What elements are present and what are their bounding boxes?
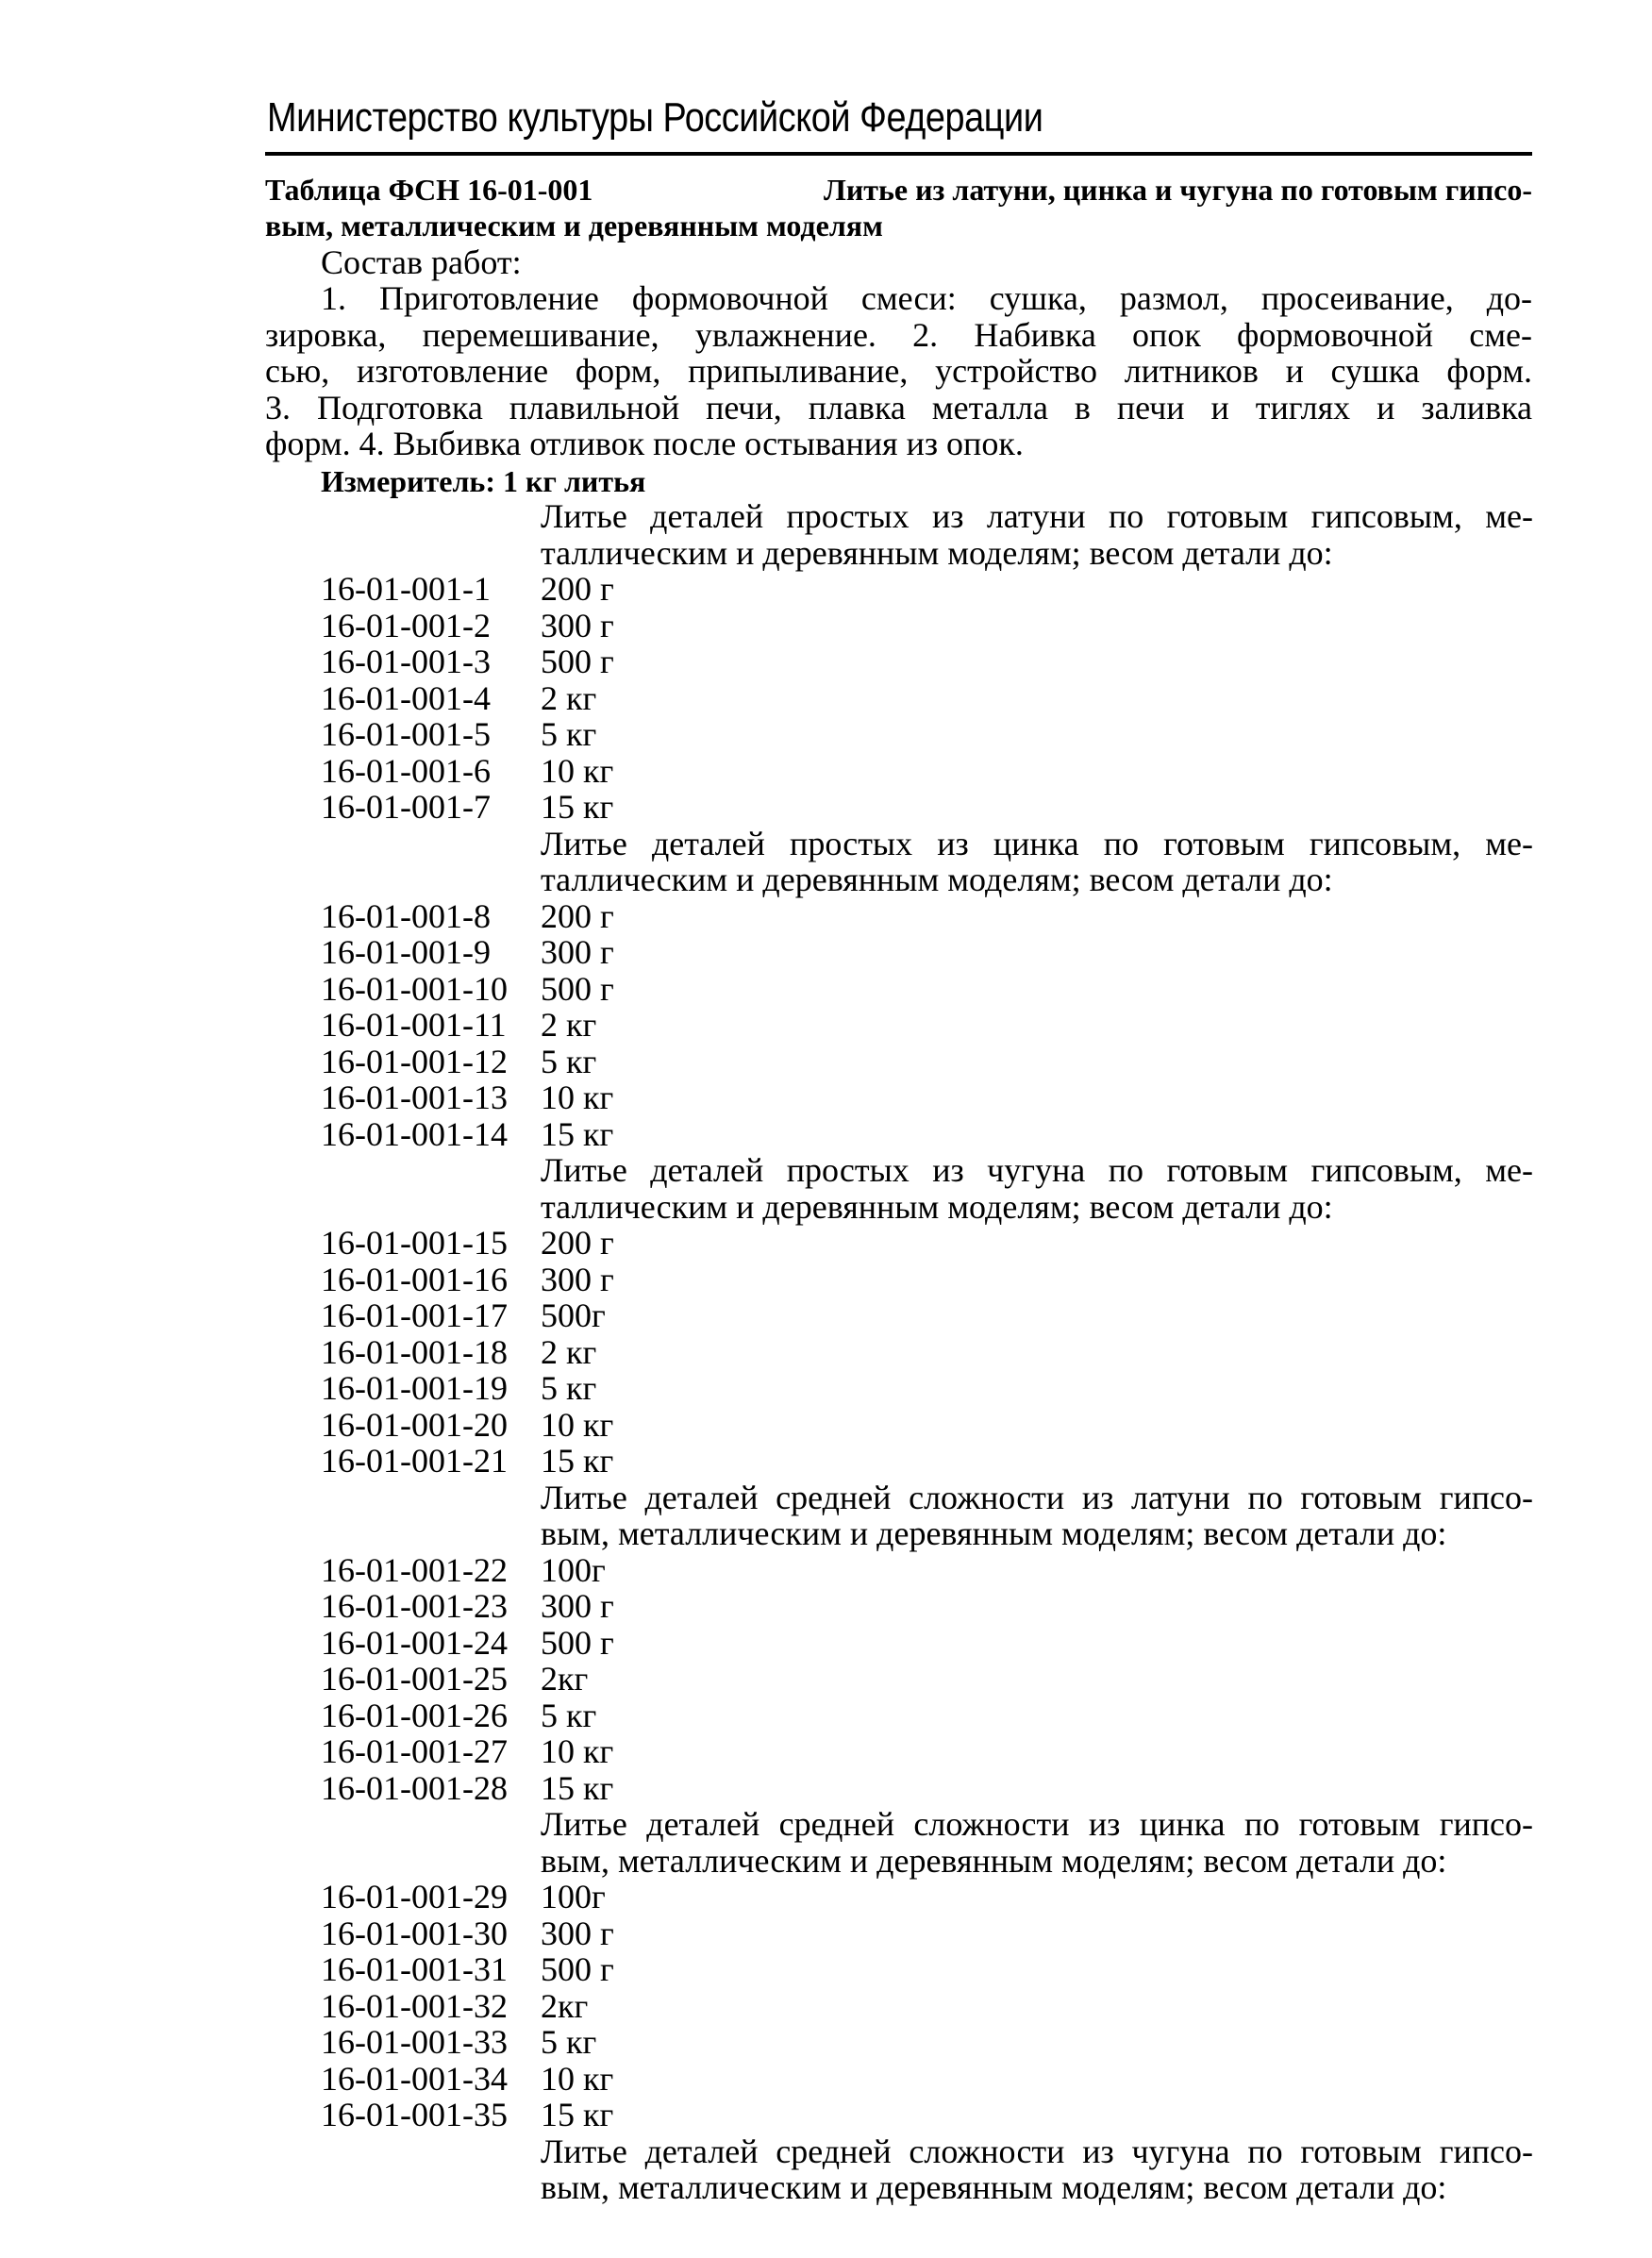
group-heading <box>541 826 1533 898</box>
group-heading <box>541 1480 1533 1552</box>
norm-weight: 300 г <box>541 933 614 971</box>
group-heading <box>541 498 1533 571</box>
norm-code: 16-01-001-10 <box>321 969 508 1008</box>
norm-weight: 300 г <box>541 1914 614 1952</box>
norm-row <box>0 971 1652 1008</box>
norm-code: 16-01-001-24 <box>321 1623 508 1662</box>
composition-text <box>265 280 1532 462</box>
norm-weight: 15 кг <box>541 788 614 826</box>
table-title-line-1: Литье из латуни, цинка и чугуна по готовым гипсо- <box>823 173 1532 207</box>
norm-row <box>0 644 1652 680</box>
norm-code: 16-01-001-9 <box>321 933 491 971</box>
norm-weight: 5 кг <box>541 1369 597 1407</box>
norm-weight: 200 г <box>541 896 614 935</box>
norm-row <box>0 1007 1652 1044</box>
norm-row <box>0 1443 1652 1480</box>
norm-code: 16-01-001-20 <box>321 1405 508 1444</box>
norm-weight: 200 г <box>541 570 614 608</box>
norm-row <box>0 753 1652 790</box>
norm-row <box>0 1733 1652 1770</box>
ministry-header: Министерство культуры Российской Федерации <box>267 94 1043 141</box>
norm-code: 16-01-001-22 <box>321 1550 508 1589</box>
norm-row <box>0 680 1652 717</box>
norm-weight: 10 кг <box>541 2059 614 2098</box>
norm-row <box>0 1770 1652 1807</box>
norm-code: 16-01-001-13 <box>321 1079 508 1116</box>
norm-weight: 300 г <box>541 606 614 644</box>
table-title <box>265 172 1532 243</box>
norm-weight: 15 кг <box>541 2096 614 2133</box>
norm-row <box>0 1044 1652 1080</box>
norm-weight: 300 г <box>541 1260 614 1298</box>
group-heading-line: вым, металлическим и деревянным моделям; весом детали до: <box>541 1514 1447 1552</box>
norm-weight: 10 кг <box>541 1405 614 1444</box>
norm-code: 16-01-001-35 <box>321 2096 508 2133</box>
norm-weight: 15 кг <box>541 1768 614 1807</box>
norm-weight: 5 кг <box>541 2023 597 2061</box>
norm-row <box>0 1988 1652 2025</box>
norm-weight: 10 кг <box>541 751 614 790</box>
norm-code: 16-01-001-6 <box>321 751 491 790</box>
group-heading-line: Литье деталей простых из чугуна по готовым гипсовым, ме- <box>541 1151 1533 1189</box>
norm-code: 16-01-001-14 <box>321 1114 508 1153</box>
norm-code: 16-01-001-18 <box>321 1332 508 1371</box>
norm-row <box>0 1625 1652 1662</box>
group-heading <box>541 1806 1533 1879</box>
norms-list <box>0 498 1652 2206</box>
norm-weight: 500 г <box>541 1623 614 1662</box>
header-divider <box>265 152 1532 156</box>
norm-row <box>0 1370 1652 1407</box>
norm-code: 16-01-001-3 <box>321 643 491 680</box>
norm-row <box>0 571 1652 608</box>
norm-weight: 500 г <box>541 969 614 1008</box>
norm-code: 16-01-001-4 <box>321 678 491 717</box>
norm-weight: 300 г <box>541 1587 614 1625</box>
norm-code: 16-01-001-17 <box>321 1296 508 1334</box>
norm-weight: 500 г <box>541 1950 614 1988</box>
norm-row <box>0 2097 1652 2133</box>
norm-weight: 2 кг <box>541 678 597 717</box>
norm-row <box>0 898 1652 935</box>
norm-row <box>0 608 1652 644</box>
norm-code: 16-01-001-27 <box>321 1732 508 1770</box>
norm-code: 16-01-001-8 <box>321 896 491 935</box>
norm-weight: 2 кг <box>541 1332 597 1371</box>
norm-code: 16-01-001-33 <box>321 2023 508 2061</box>
norm-code: 16-01-001-32 <box>321 1986 508 2025</box>
norm-code: 16-01-001-12 <box>321 1042 508 1080</box>
norm-weight: 10 кг <box>541 1079 614 1116</box>
group-heading-line: Литье деталей простых из латуни по готовым гипсовым, ме- <box>541 497 1533 535</box>
norm-code: 16-01-001-21 <box>321 1442 508 1480</box>
norm-weight: 100г <box>541 1878 606 1915</box>
norm-code: 16-01-001-7 <box>321 788 491 826</box>
group-heading <box>541 2133 1533 2206</box>
norm-code: 16-01-001-31 <box>321 1950 508 1988</box>
norm-code: 16-01-001-30 <box>321 1914 508 1952</box>
composition-line: 3. Подготовка плавильной печи, плавка металла в печи и тиглях и заливка <box>265 388 1532 427</box>
norm-weight: 15 кг <box>541 1442 614 1480</box>
group-heading-line: Литье деталей средней сложности из латуни по готовым гипсо- <box>541 1478 1533 1516</box>
norm-row <box>0 1588 1652 1625</box>
norm-row <box>0 1915 1652 1952</box>
norm-code: 16-01-001-2 <box>321 606 491 644</box>
norm-code: 16-01-001-25 <box>321 1660 508 1698</box>
norm-row <box>0 2061 1652 2098</box>
norm-weight: 100г <box>541 1550 606 1589</box>
norm-weight: 5 кг <box>541 1042 597 1080</box>
norm-weight: 2кг <box>541 1986 589 2025</box>
norm-code: 16-01-001-26 <box>321 1696 508 1734</box>
norm-row <box>0 934 1652 971</box>
norm-code: 16-01-001-11 <box>321 1006 507 1044</box>
group-heading-line: Литье деталей средней сложности из чугуна по готовым гипсо- <box>541 2132 1533 2170</box>
group-heading-line: Литье деталей средней сложности из цинка по готовым гипсо- <box>541 1805 1533 1843</box>
norm-code: 16-01-001-19 <box>321 1369 508 1407</box>
norm-weight: 500г <box>541 1296 606 1334</box>
norm-weight: 2 кг <box>541 1006 597 1044</box>
norm-weight: 500 г <box>541 643 614 680</box>
norm-weight: 5 кг <box>541 715 597 753</box>
norm-code: 16-01-001-29 <box>321 1878 508 1915</box>
group-heading-line: вым, металлическим и деревянным моделям; весом детали до: <box>541 1841 1447 1880</box>
norm-row <box>0 1225 1652 1262</box>
norm-code: 16-01-001-34 <box>321 2059 508 2098</box>
norm-row <box>0 2024 1652 2061</box>
group-heading-line: вым, металлическим и деревянным моделям; весом детали до: <box>541 2168 1447 2206</box>
norm-weight: 2кг <box>541 1660 589 1698</box>
composition-line: 1. Приготовление формовочной смеси: сушка, размол, просеивание, до- <box>321 279 1532 317</box>
composition-label: Состав работ: <box>321 243 522 281</box>
composition-line: зировка, перемешивание, увлажнение. 2. Набивка опок формовочной сме- <box>265 315 1532 354</box>
norm-row <box>0 716 1652 753</box>
group-heading-line: Литье деталей простых из цинка по готовым гипсовым, ме- <box>541 824 1533 862</box>
norm-row <box>0 1951 1652 1988</box>
norm-code: 16-01-001-16 <box>321 1260 508 1298</box>
group-heading-line: таллическим и деревянным моделям; весом детали до: <box>541 861 1333 898</box>
norm-row <box>0 1297 1652 1334</box>
norm-row <box>0 1407 1652 1444</box>
norm-row <box>0 1079 1652 1116</box>
norm-code: 16-01-001-1 <box>321 570 491 608</box>
norm-row <box>0 1116 1652 1153</box>
norm-row <box>0 789 1652 826</box>
norm-row <box>0 1879 1652 1915</box>
group-heading-line: таллическим и деревянным моделям; весом детали до: <box>541 533 1333 572</box>
table-code: Таблица ФСН 16-01-001 <box>265 173 593 207</box>
group-heading-line: таллическим и деревянным моделям; весом детали до: <box>541 1187 1333 1226</box>
norm-weight: 200 г <box>541 1224 614 1262</box>
group-heading <box>541 1152 1533 1225</box>
norm-code: 16-01-001-28 <box>321 1768 508 1807</box>
norm-code: 16-01-001-15 <box>321 1224 508 1262</box>
measure-unit: Измеритель: 1 кг литья <box>321 464 646 498</box>
norm-row <box>0 1262 1652 1298</box>
norm-row <box>0 1698 1652 1734</box>
norm-code: 16-01-001-23 <box>321 1587 508 1625</box>
norm-row <box>0 1661 1652 1698</box>
norm-weight: 15 кг <box>541 1114 614 1153</box>
composition-line: сью, изготовление форм, припыливание, устройство литников и сушка форм. <box>265 352 1532 390</box>
table-title-line-2: вым, металлическим и деревянным моделям <box>265 209 883 243</box>
norm-code: 16-01-001-5 <box>321 715 491 753</box>
norm-row <box>0 1552 1652 1589</box>
composition-line: форм. 4. Выбивка отливок после остывания из опок. <box>265 425 1024 462</box>
norm-row <box>0 1334 1652 1371</box>
norm-weight: 5 кг <box>541 1696 597 1734</box>
norm-weight: 10 кг <box>541 1732 614 1770</box>
